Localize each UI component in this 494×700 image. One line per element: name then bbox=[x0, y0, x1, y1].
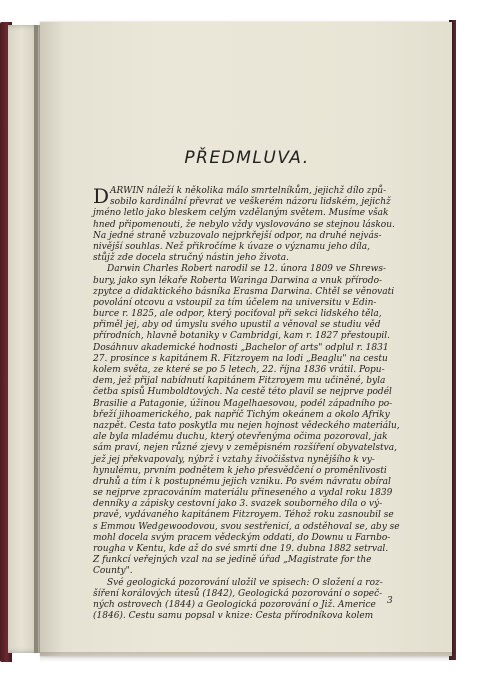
text-line: Své geologická pozorování uložil ve spisech: O složení a roz- bbox=[107, 577, 383, 588]
text-line: pravě, vydávaného kapitánem Fitzroyem. Téhož roku zasnoubil se bbox=[93, 510, 394, 521]
text-line: 27. prosince s kapitánem R. Fitzroyem na lodi „Beaglu" na cestu bbox=[93, 353, 388, 364]
text-line: jméno letlo jako bleskem celým vzdělaným světem. Musíme však bbox=[93, 208, 389, 219]
text-line: hynulému, prvním podnětem k jeho přesvědčení o proměnlivosti bbox=[93, 465, 387, 476]
text-line: povolání otcovu a vstoupil za tím účelem na universitu v Edin- bbox=[93, 297, 377, 308]
text-line: Darwin Charles Robert narodil se 12. února 1809 ve Shrews- bbox=[107, 264, 386, 275]
text-line: se nejprve zpracováním materiálu přineseného a vydal roku 1839 bbox=[93, 488, 393, 499]
text-line: nivější souhlas. Než přikročíme k úvaze o významu jeho díla, bbox=[93, 241, 370, 252]
text-line: County". bbox=[93, 566, 133, 577]
text-line: nazpět. Cesta tato poskytla mu nejen hojnost vědeckého materiálu, bbox=[93, 420, 400, 431]
text-line: hned připomenouti, že nebylo vždy vyslovováno se stejnou láskou. bbox=[93, 219, 395, 230]
text-line: přiměl jej, aby od úmyslu svého upustil a věnoval se studiu věd bbox=[93, 320, 381, 331]
text-line: ARWIN náleží k několika málo smrtelníkům, jejichž dílo způ- bbox=[110, 186, 387, 196]
text-line: ale byla mladému duchu, který otevřenýma očima pozoroval, jak bbox=[93, 432, 388, 443]
text-line: bury, jako syn lékaře Roberta Waringa Darwina a vnuk přírodo- bbox=[93, 275, 383, 286]
text-line: četba spisů Humboldtových. Na cestě této plavil se nejprve podél bbox=[93, 387, 392, 398]
body-text bbox=[93, 186, 405, 622]
text-line: Na jedné straně vzbuzovalo nejprkřejší odpor, na druhé nejvás- bbox=[93, 230, 382, 241]
text-line: mohl docela svým pracem vědeckým oddati, do Downu u Farnbo- bbox=[93, 532, 391, 543]
page-gutter bbox=[34, 25, 38, 653]
text-line: sám praví, nejen různé zjevy v zeměpisném rozšíření obyvatelstva, bbox=[93, 443, 397, 454]
text-line: burce r. 1825, ale odpor, který pociťoval při sekci lidského těla, bbox=[93, 309, 382, 320]
text-line: stůjž zde docela stručný nástin jeho života. bbox=[93, 253, 289, 264]
page-number: 3 bbox=[387, 596, 393, 606]
text-line: dem, jež přijal nabídnutí kapitánem Fitzroyem mu učiněné, byla bbox=[93, 376, 386, 387]
text-line: druhů a tím i k postupnému jejich vzniku. Po svém návratu obíral bbox=[93, 476, 391, 487]
drop-cap: D bbox=[93, 184, 110, 208]
text-line: rougha v Kentu, kde až do své smrti dne 19. dubna 1882 setrval. bbox=[93, 544, 389, 554]
text-line: sobilo kardinální převrat ve veškerém názoru lidském, jejichž bbox=[110, 197, 391, 208]
text-line: břeží jihoamerického, pak napříč Tichým okeánem a okolo Afriky bbox=[93, 409, 390, 420]
text-line: kolem světa, ze které se po 5 letech, 22. října 1836 vrátil. Popu- bbox=[93, 365, 385, 375]
text-line: zpytce a didaktického básníka Erasma Darwina. Chtěl se věnovati bbox=[93, 286, 395, 297]
text-line: Dosáhnuv akademické hodnosti „Bachelor of arts" odplul r. 1831 bbox=[93, 342, 389, 353]
page-shadow bbox=[40, 652, 452, 662]
page-heading: PŘEDMLUVA. bbox=[184, 148, 310, 168]
text-line: ných ostrovech (1844) a Geologická pozorování o Již. Americe bbox=[93, 599, 376, 610]
text-line: Brasilie a Patagonie, úžinou Magelhaesovou, podél západního po- bbox=[93, 398, 393, 409]
text-line: (1846). Cestu samu popsal v knize: Cesta přírodníkova kolem bbox=[93, 611, 374, 622]
text-line: jež jej překvapovaly, nýbrž i vztahy živočišstva nynějšího k vy- bbox=[93, 454, 375, 465]
text-line: šíření korálových útesů (1842), Geologická pozorování o sopeč- bbox=[93, 588, 383, 599]
text-line: přírodních, hlavně botaniky v Cambridgi, kam r. 1827 přestoupil. bbox=[93, 331, 391, 342]
text-line: Z funkcí veřejných vzal na se jedině úřad „Magistrate for the bbox=[93, 555, 372, 566]
text-line: denníky a zápisky cestovní jako 3. svazek souborného díla o vý- bbox=[93, 499, 383, 510]
text-line: s Emmou Wedgewoodovou, svou sestřenicí, a odstěhoval se, aby se bbox=[93, 521, 400, 532]
